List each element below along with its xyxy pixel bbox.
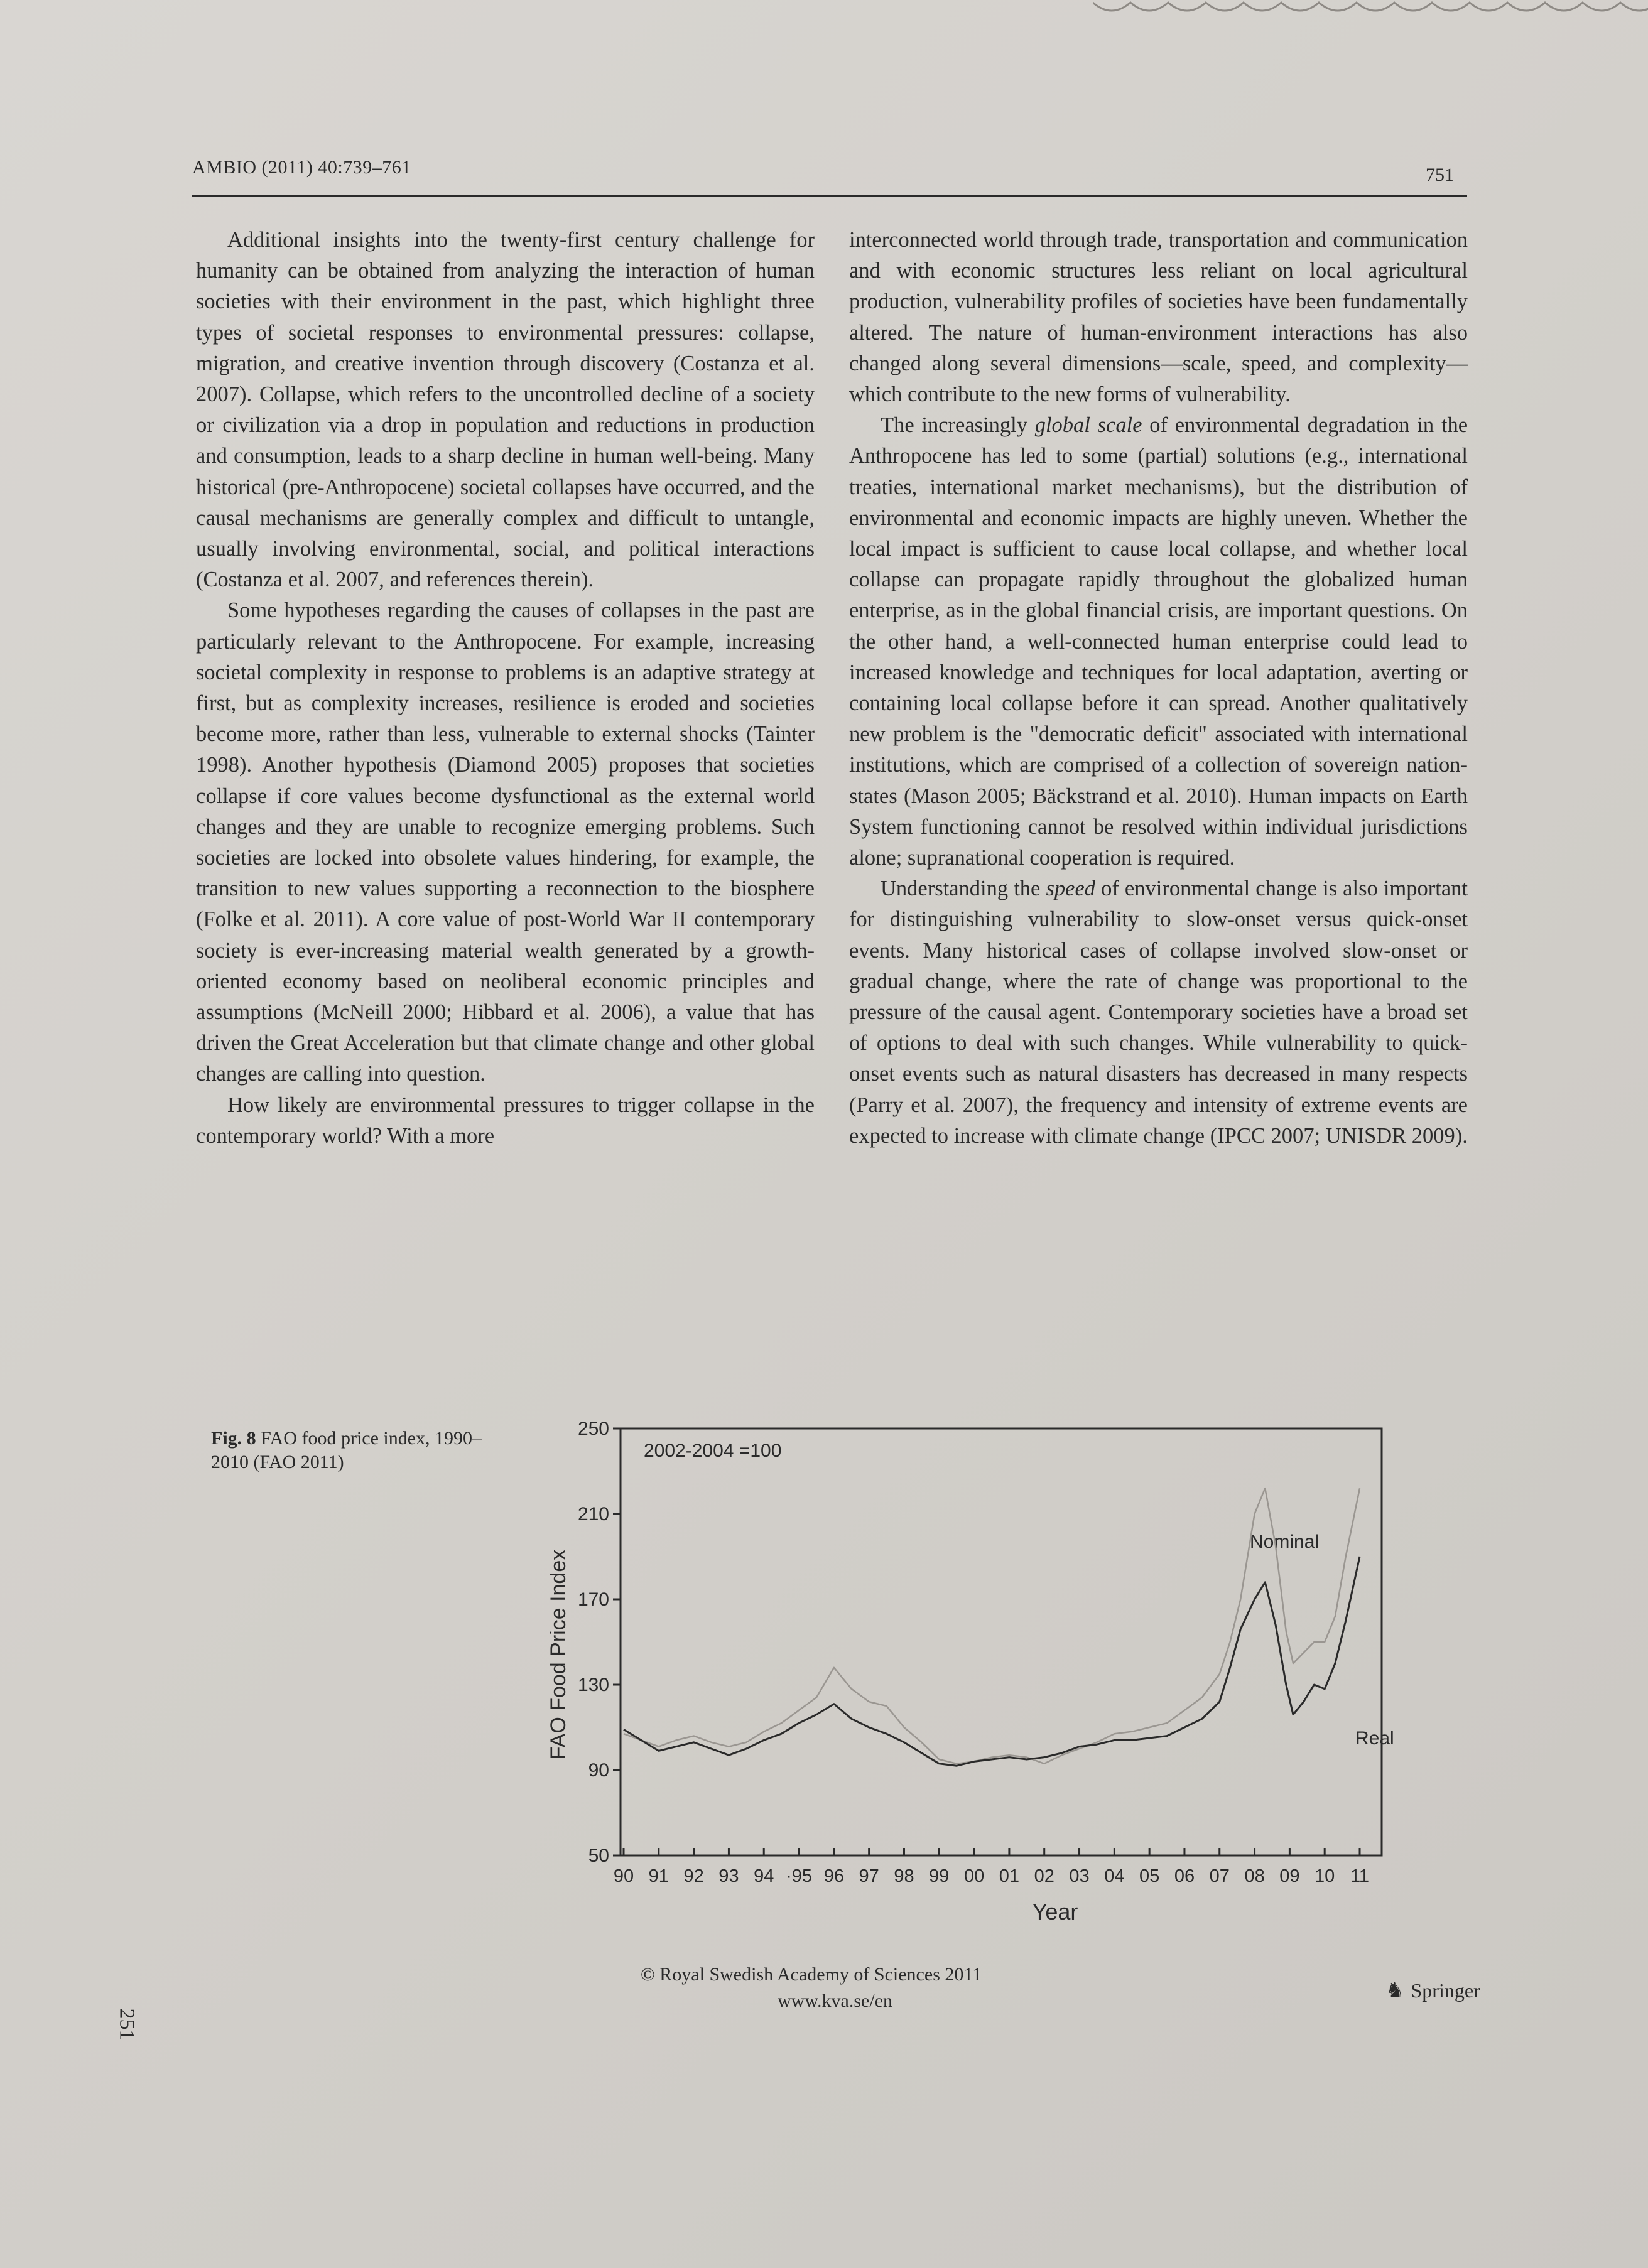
x-tick-label: 03 — [1069, 1866, 1090, 1886]
series-label-nominal: Nominal — [1250, 1531, 1320, 1552]
page-number: 751 — [1426, 165, 1454, 185]
nominal-series-line — [624, 1488, 1360, 1764]
paragraph: How likely are environmental pressures to trigger collapse in the contemporary world? With a more — [196, 1093, 815, 1148]
y-axis-label: FAO Food Price Index — [546, 1549, 570, 1760]
plot-frame — [621, 1428, 1382, 1855]
x-tick-label: 97 — [859, 1866, 879, 1886]
text-run: Understanding the — [881, 877, 1046, 901]
binder-holes-decoration — [1093, 0, 1648, 19]
emphasis: global scale — [1034, 413, 1142, 438]
copyright-notice: © Royal Swedish Academy of Sciences 2011 — [641, 1964, 982, 1985]
real-series-line — [624, 1557, 1360, 1766]
paragraph: interconnected world through trade, transportation and communication and with economic structures less reliant on local agricultural production, vulnerability profiles of societies have been fundamentally altered. The nature of human-environment interactions has also changed along several dimensions—scale, speed, and complexity—which contribute to the new forms of vulnerability. — [849, 228, 1468, 407]
paragraph: Additional insights into the twenty-first century challenge for humanity can be obtained from analyzing the interaction of human societies with their environment in the past, which highlight three types of societal responses to environmental pressures: collapse, migration, and creative invention through discovery (Costanza et al. 2007). Collapse, which refers to the uncontrolled decline of a society or civilization via a drop in population and reductions in production and consumption, leads to a sharp decline in human well-being. Many historical (pre-Anthropocene) societal collapses have occurred, and the causal mechanisms are generally complex and difficult to untangle, usually involving environmental, social, and political interactions (Costanza et al. 2007, and references therein). — [196, 228, 815, 592]
y-tick-label: 90 — [588, 1760, 609, 1781]
x-tick-label: ·95 — [786, 1866, 813, 1886]
x-tick-label: 02 — [1034, 1866, 1054, 1886]
x-tick-label: 09 — [1279, 1866, 1300, 1886]
x-tick-label: 92 — [683, 1866, 704, 1886]
y-tick-label: 170 — [577, 1589, 609, 1610]
series-lines — [624, 1488, 1360, 1766]
food-price-chart — [540, 1419, 1482, 1934]
x-tick-label: 05 — [1139, 1866, 1160, 1886]
figure-caption — [211, 1427, 506, 1474]
x-tick-label: 11 — [1350, 1866, 1370, 1886]
header-rule — [192, 195, 1467, 197]
y-tick-label: 250 — [577, 1419, 609, 1439]
journal-header: AMBIO (2011) 40:739–761 — [192, 157, 411, 178]
x-tick-label: 98 — [894, 1866, 914, 1886]
y-tick-label: 130 — [577, 1675, 609, 1695]
springer-logo — [1385, 1978, 1480, 2003]
x-tick-label: 08 — [1244, 1866, 1265, 1886]
publisher-url[interactable]: www.kva.se/en — [778, 1990, 893, 2011]
column-right — [849, 225, 1468, 1152]
x-tick-label: 94 — [754, 1866, 774, 1886]
x-tick-label: 99 — [929, 1866, 950, 1886]
x-tick-label: 91 — [648, 1866, 669, 1886]
y-axis-ticks — [578, 1419, 621, 1866]
x-tick-label: 07 — [1209, 1866, 1230, 1886]
y-tick-label: 210 — [577, 1504, 609, 1525]
springer-horse-icon: ♞ — [1385, 1979, 1405, 2002]
paragraph: Some hypotheses regarding the causes of collapses in the past are particularly relevant to the Anthropocene. For example, increasing societal complexity in response to problems is an adaptive strategy at first, but as complexity increases, resilience is eroded and societies become more, rather than less, vulnerable to external shocks (Tainter 1998). Another hypothesis (Diamond 2005) proposes that societies collapse if core values become dysfunctional as the external world changes and they are unable to recognize emerging problems. Such societies are locked into obsolete values hindering, for example, the transition to new values supporting a reconnection to the biosphere (Folke et al. 2011). A core value of post-World War II contemporary society is ever-increasing material wealth generated by a growth-oriented economy based on neoliberal economic principles and assumptions (McNeill 2000; Hibbard et al. 2006), a value that has driven the Great Acceleration but that climate change and other global changes are calling into question. — [196, 598, 815, 1086]
x-tick-label: 00 — [963, 1866, 985, 1886]
x-axis-label: Year — [1032, 1899, 1078, 1925]
figure-label: Fig. 8 — [211, 1428, 256, 1449]
x-tick-label: 90 — [613, 1866, 634, 1886]
figure-caption-text: FAO food price index, 1990–2010 (FAO 2011) — [211, 1428, 482, 1472]
series-label-real: Real — [1355, 1728, 1394, 1749]
text-run: of environmental degradation in the Anthropocene has led to some (partial) solutions (e.g., international treaties, international market mechanisms), but the distribution of environmental and economic impacts are highly uneven. Whether the local impact is sufficient to cause local collapse, and whether local collapse can propagate rapidly throughout the globalized human enterprise, as in the global financial crisis, are important questions. On the other hand, a well-connected human enterprise could lead to increased knowledge and techniques for local adaptation, averting or containing local collapse before it can spread. Another qualitatively new problem is the "democratic deficit" associated with international institutions, which are comprised of a collection of sovereign nation-states (Mason 2005; Bäckstrand et al. 2010). Human impacts on Earth System functioning cannot be resolved within individual jurisdictions alone; supranational cooperation is required. — [849, 413, 1468, 870]
base-period-annotation: 2002-2004 =100 — [644, 1440, 782, 1461]
y-tick-label: 50 — [588, 1845, 609, 1866]
paragraph — [849, 873, 1468, 1152]
side-page-number: 251 — [115, 2008, 139, 2041]
text-run: The increasingly — [881, 413, 1035, 438]
x-axis-ticks — [614, 1848, 1369, 1886]
column-left — [196, 225, 815, 1152]
x-tick-label: 01 — [999, 1866, 1020, 1886]
x-tick-label: 04 — [1104, 1866, 1125, 1886]
x-tick-label: 06 — [1174, 1866, 1195, 1886]
emphasis: speed — [1046, 877, 1096, 901]
paragraph — [849, 410, 1468, 873]
x-tick-label: 96 — [823, 1866, 844, 1886]
publisher-name: Springer — [1411, 1979, 1480, 2002]
text-run: of environmental change is also important for distinguishing vulnerability to slow-onset versus quick-onset events. Many historical cases of collapse involved slow-onset or gradual change, where the rate of change was proportional to the pressure of the causal agent. Contemporary societies have a broad set of options to deal with such changes. While vulnerability to quick-onset events such as natural disasters has decreased in many respects (Parry et al. 2007), the frequency and intensity of extreme events are expected to increase with climate change (IPCC 2007; UNISDR 2009). — [849, 877, 1468, 1148]
x-tick-label: 10 — [1315, 1866, 1335, 1886]
x-tick-label: 93 — [718, 1866, 739, 1886]
